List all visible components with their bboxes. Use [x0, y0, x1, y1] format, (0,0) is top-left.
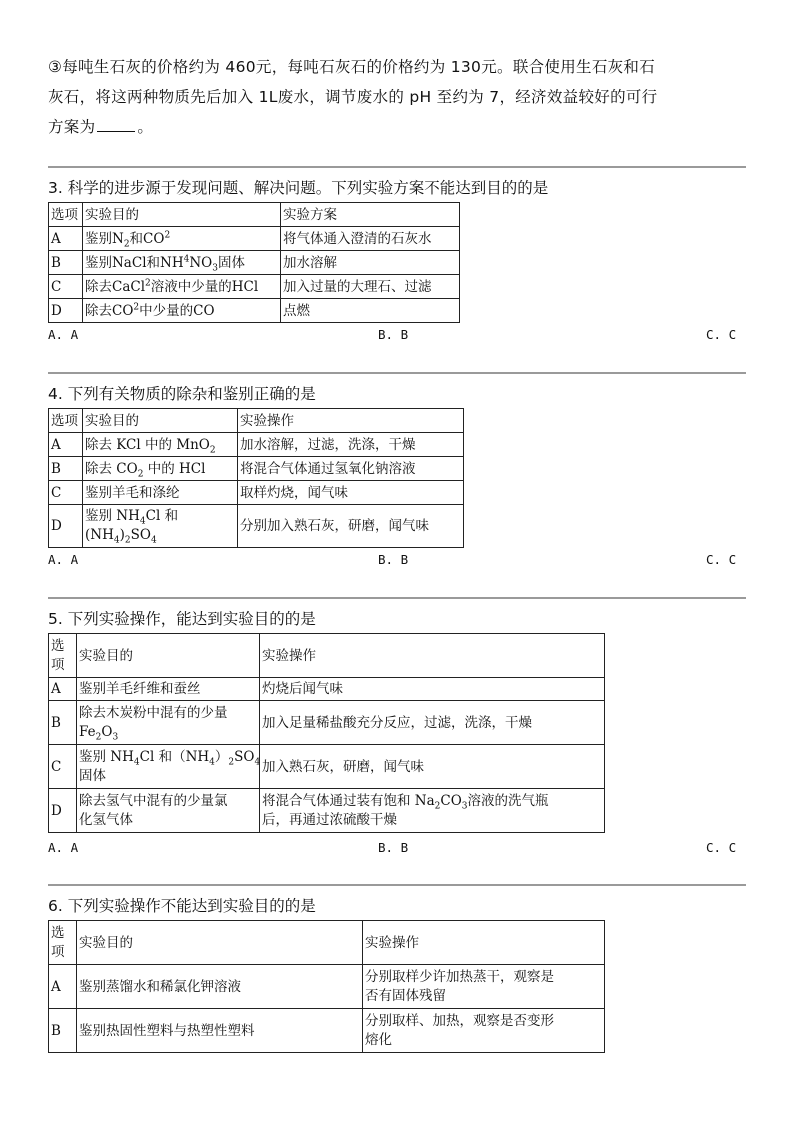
divider [48, 597, 746, 599]
option-label: B [49, 1009, 77, 1053]
q4-table [48, 408, 464, 548]
method-cell: 加入足量稀盐酸充分反应，过滤，洗涤，干燥 [260, 701, 605, 745]
header-purpose: 实验目的 [77, 634, 260, 678]
method-cell: 点燃 [281, 299, 460, 323]
purpose-cell: 除去木炭粉中混有的少量 $Fe_2O_3$ [77, 701, 260, 745]
q5-title: 5. 下列实验操作，能达到实验目的的是 [48, 610, 316, 628]
purpose-cell: 鉴别 $NH_4Cl$ 和$(NH_4)_2SO_4$ 固体 [77, 745, 260, 789]
answer-option-a[interactable]: A. A [48, 840, 79, 855]
answer-option-b[interactable]: B. B [378, 840, 409, 855]
option-label: A [49, 433, 83, 457]
purpose-cell: 除去$CO^2$中少量的CO [83, 299, 281, 323]
method-cell: 分别取样少许加热蒸干，观察是 否有固体残留 [363, 965, 605, 1009]
header-option: 选 项 [49, 921, 77, 965]
divider [48, 372, 746, 374]
method-cell: 加入熟石灰，研磨，闻气味 [260, 745, 605, 789]
method-cell: 灼烧后闻气味 [260, 678, 605, 701]
q3-table [48, 202, 460, 323]
option-label: C [49, 745, 77, 789]
purpose-cell: 除去氢气中混有的少量氯 化氢气体 [77, 789, 260, 833]
method-cell: 将混合气体通过氢氧化钠溶液 [238, 457, 464, 481]
divider [48, 166, 746, 168]
purpose-cell: 除去CaCl$^2$溶液中少量的HCl [83, 275, 281, 299]
method-cell: 分别取样、加热，观察是否变形 熔化 [363, 1009, 605, 1053]
purpose-cell: 鉴别蒸馏水和稀氯化钾溶液 [77, 965, 363, 1009]
method-cell: 分别加入熟石灰，研磨，闻气味 [238, 505, 464, 548]
intro-line-3: 方案为 。 [48, 118, 154, 136]
method-cell: 加入过量的大理石、过滤 [281, 275, 460, 299]
header-purpose: 实验目的 [77, 921, 363, 965]
intro-line-2: 灰石，将这两种物质先后加入 1L废水，调节废水的 pH 至约为 7，经济效益较好的可行 [48, 88, 658, 106]
q3-title: 3. 科学的进步源于发现问题、解决问题。下列实验方案不能达到目的的是 [48, 179, 549, 197]
header-option: 选 项 [49, 634, 77, 678]
answer-option-c[interactable]: C. C [706, 840, 737, 855]
method-cell: 将混合气体通过装有饱和 $Na_2CO_3$溶液的洗气瓶 后，再通过浓硫酸干燥 [260, 789, 605, 833]
option-label: D [49, 299, 83, 323]
option-label: D [49, 505, 83, 548]
purpose-cell: 鉴别$N_2$和$CO^2$ [83, 227, 281, 251]
option-label: C [49, 481, 83, 505]
method-cell: 加水溶解，过滤，洗涤，干燥 [238, 433, 464, 457]
purpose-cell: 鉴别热固性塑料与热塑性塑料 [77, 1009, 363, 1053]
answer-blank[interactable] [97, 117, 135, 132]
option-label: D [49, 789, 77, 833]
purpose-cell: 鉴别NaCl和$NH^4NO_3$固体 [83, 251, 281, 275]
purpose-cell: 鉴别 $NH_4Cl$ 和 $(NH_4)_2SO_4$ [83, 505, 238, 548]
q6-table [48, 920, 605, 1053]
answer-option-b[interactable]: B. B [378, 552, 409, 567]
header-purpose: 实验目的 [83, 409, 238, 433]
method-cell: 取样灼烧，闻气味 [238, 481, 464, 505]
header-purpose: 实验目的 [83, 203, 281, 227]
answer-option-a[interactable]: A. A [48, 327, 79, 342]
option-label: A [49, 965, 77, 1009]
header-method: 实验操作 [260, 634, 605, 678]
q5-table [48, 633, 605, 833]
answer-option-c[interactable]: C. C [706, 552, 737, 567]
option-label: B [49, 251, 83, 275]
option-label: A [49, 227, 83, 251]
option-label: A [49, 678, 77, 701]
answer-option-b[interactable]: B. B [378, 327, 409, 342]
header-option: 选项 [49, 409, 83, 433]
purpose-cell: 除去 KCl 中的 MnO$_2$ [83, 433, 238, 457]
intro-paragraph [48, 52, 748, 142]
intro-line-1: ③每吨生石灰的价格约为 460元，每吨石灰石的价格约为 130元。联合使用生石灰和石 [48, 58, 656, 76]
header-method: 实验操作 [238, 409, 464, 433]
option-label: C [49, 275, 83, 299]
method-cell: 加水溶解 [281, 251, 460, 275]
divider [48, 884, 746, 886]
option-label: B [49, 701, 77, 745]
q4-title: 4. 下列有关物质的除杂和鉴别正确的是 [48, 385, 316, 403]
header-method: 实验方案 [281, 203, 460, 227]
purpose-cell: 鉴别羊毛和涤纶 [83, 481, 238, 505]
purpose-cell: 鉴别羊毛纤维和蚕丝 [77, 678, 260, 701]
option-label: B [49, 457, 83, 481]
method-cell: 将气体通入澄清的石灰水 [281, 227, 460, 251]
purpose-cell: 除去 $CO_2$ 中的 HCl [83, 457, 238, 481]
q6-title: 6. 下列实验操作不能达到实验目的的是 [48, 897, 316, 915]
answer-option-a[interactable]: A. A [48, 552, 79, 567]
header-option: 选项 [49, 203, 83, 227]
header-method: 实验操作 [363, 921, 605, 965]
answer-option-c[interactable]: C. C [706, 327, 737, 342]
